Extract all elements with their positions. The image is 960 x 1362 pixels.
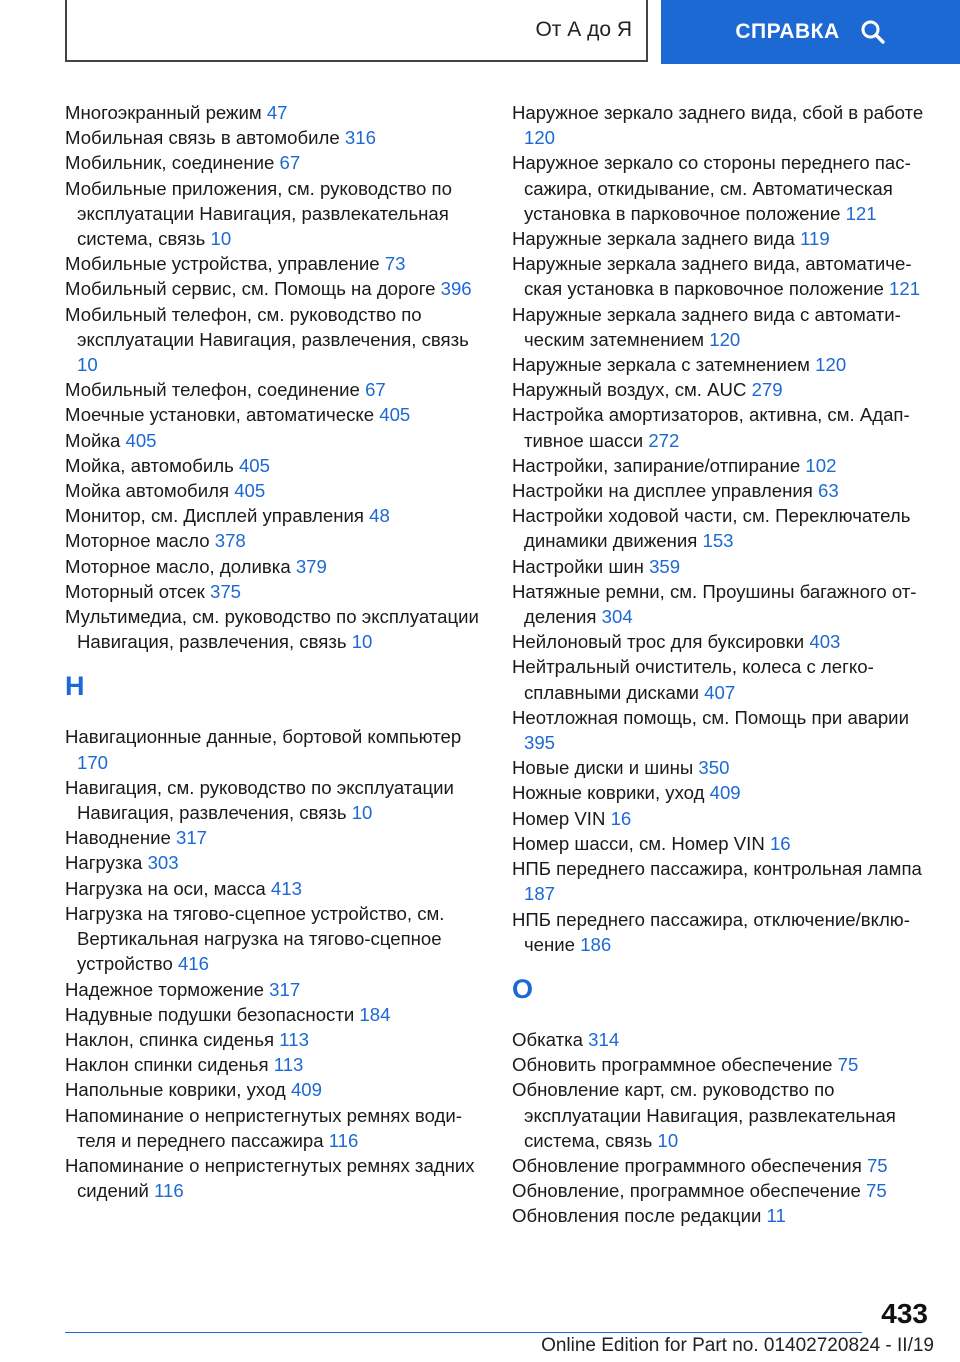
index-entry-text: Наклон, спинка сиденья (65, 1028, 275, 1050)
index-entry-text: Мойка автомобиля (65, 480, 230, 502)
index-entry-text: Обновление программного обеспечения (512, 1154, 862, 1176)
page-link[interactable]: 407 (704, 681, 736, 703)
index-entry-text: НПБ переднего пассажира, контрольная лампа (512, 858, 922, 880)
page-link[interactable]: 375 (210, 580, 242, 602)
page-link[interactable]: 10 (210, 228, 232, 250)
index-entry-text: Моечные установки, автоматическе (65, 404, 375, 426)
index-entry-text: Мобильная связь в автомобиле (65, 127, 340, 149)
index-entry (65, 150, 485, 175)
index-entry (512, 377, 932, 402)
page-link[interactable]: 120 (709, 328, 741, 350)
index-entry (512, 654, 932, 704)
index-entry (65, 176, 485, 252)
index-entry-text: Нейтральный очиститель, колеса с легкосплавными дисками (512, 656, 874, 703)
index-entry (65, 1002, 485, 1027)
index-entry-text: Напоминание о непристегнутых ремнях водителя и переднего пассажира (65, 1104, 462, 1151)
index-list-n-cont (512, 100, 932, 957)
page-link[interactable]: 48 (369, 505, 390, 527)
index-entry-text: НПБ переднего пассажира, отключение/включение (512, 908, 910, 955)
page-link[interactable]: 121 (845, 202, 877, 224)
index-entry (65, 402, 485, 427)
index-entry-text: Напольные коврики, уход (65, 1079, 286, 1101)
index-entry-text: Нагрузка на тягово-сцепное устройство, см. Вертикальная нагрузка на тягово-сцепное устройство (65, 902, 445, 975)
page-link[interactable]: 405 (379, 404, 411, 426)
index-entry (512, 226, 932, 251)
page-link[interactable]: 102 (805, 454, 837, 476)
index-entry-text: Моторное масло (65, 530, 210, 552)
index-entry (65, 901, 485, 977)
index-entry (65, 977, 485, 1002)
page-link[interactable]: 272 (648, 429, 680, 451)
index-letter-o: О (512, 973, 534, 1004)
page-link[interactable]: 187 (524, 883, 556, 905)
page-link[interactable]: 350 (698, 757, 730, 779)
page-link[interactable]: 120 (524, 127, 556, 149)
index-entry-text: Наружное зеркало заднего вида, сбой в работе (512, 102, 924, 123)
page-link[interactable]: 378 (214, 530, 246, 552)
index-entry (65, 775, 485, 825)
a-to-z-tab[interactable] (65, 0, 648, 62)
page-link[interactable]: 11 (766, 1205, 786, 1227)
page-link[interactable]: 405 (125, 429, 157, 451)
index-entry (65, 100, 485, 125)
index-entry (512, 302, 932, 352)
index-entry (512, 1052, 932, 1077)
page-link[interactable]: 317 (176, 827, 208, 849)
index-column-right (512, 100, 932, 1229)
page-link[interactable]: 47 (266, 102, 288, 123)
index-entry (65, 876, 485, 901)
index-entry-text: Нейлоновый трос для буксировки (512, 631, 805, 653)
index-entry-text: Навигационные данные, бортовой компьютер (65, 726, 462, 748)
page-link[interactable]: 10 (351, 802, 373, 824)
index-entry-text: Мойка (65, 429, 121, 451)
index-entry (512, 629, 932, 654)
index-entry (65, 579, 485, 604)
index-entry-text: Обновить программное обеспечение (512, 1054, 833, 1076)
index-entry (512, 755, 932, 780)
page-link[interactable]: 73 (384, 253, 406, 275)
page-link[interactable]: 186 (580, 933, 612, 955)
page-link[interactable]: 63 (818, 480, 839, 502)
index-entry-text: Мобильник, соединение (65, 152, 275, 174)
index-entry (512, 251, 932, 301)
page-link[interactable]: 10 (77, 354, 98, 376)
index-letter-h: Н (65, 671, 85, 702)
index-entry-text: Наружные зеркала с затемнением (512, 354, 810, 376)
index-entry (512, 100, 932, 150)
index-entry-text: Наводнение (65, 827, 171, 849)
index-entry-text: Мобильный телефон, соединение (65, 379, 360, 401)
index-entry-text: Моторное масло, доливка (65, 555, 291, 577)
index-entry (65, 554, 485, 579)
index-entry-text: Мультимедиа, см. руководство по эксплуатации Навигация, развлечения, связь (65, 606, 479, 653)
index-entry-text: Напоминание о непристегнутых ремнях задних сидений (65, 1154, 475, 1202)
index-entry-text: Обкатка (512, 1028, 583, 1050)
page-link[interactable]: 279 (751, 379, 783, 401)
page-link[interactable]: 75 (866, 1154, 888, 1176)
page-link[interactable]: 317 (269, 978, 301, 1000)
page-link[interactable]: 67 (279, 152, 301, 174)
index-list-m (65, 100, 485, 654)
page-link[interactable]: 75 (837, 1054, 859, 1076)
index-entry (512, 1203, 932, 1228)
index-entry-text: Многоэкранный режим (65, 102, 262, 123)
index-entry (65, 453, 485, 478)
index-entry (512, 831, 932, 856)
index-entry (65, 377, 485, 402)
index-entry (512, 503, 932, 553)
index-entry (512, 780, 932, 805)
index-entry (512, 705, 932, 755)
index-entry-text: Новые диски и шины (512, 757, 694, 779)
index-entry-text: Мобильные устройства, управление (65, 253, 380, 275)
index-entry-text: Настройки, запирание/отпирание (512, 454, 801, 476)
index-entry (65, 478, 485, 503)
index-entry-text: Наружные зеркала заднего вида (512, 228, 795, 250)
footer-edition: Online Edition for Part no. 01402720824 - II/19 (541, 1335, 934, 1356)
index-entry-text: Обновление карт, см. руководство по эксплуатации Навигация, развлекательная система, связь (512, 1079, 896, 1151)
page-link[interactable]: 116 (154, 1180, 184, 1202)
page-link[interactable]: 409 (709, 782, 741, 804)
page-link[interactable]: 403 (809, 631, 841, 653)
index-entry (512, 478, 932, 503)
index-entry (65, 1153, 485, 1203)
page-link[interactable]: 120 (815, 354, 847, 376)
index-entry-text: Наружный воздух, см. AUC (512, 379, 747, 401)
page-link[interactable]: 184 (359, 1003, 391, 1025)
index-entry-text: Обновления после редакции (512, 1205, 762, 1227)
index-entry (65, 850, 485, 875)
index-entry-text: Натяжные ремни, см. Проушины багажного отделения (512, 580, 917, 628)
index-entry (512, 907, 932, 957)
index-entry-text: Наружные зеркала заднего вида, автоматическая установка в парковочное положение (512, 253, 912, 300)
index-list-h (65, 724, 485, 1203)
index-entry-text: Мойка, автомобиль (65, 454, 234, 476)
help-tab[interactable] (661, 0, 960, 64)
page-link[interactable]: 304 (601, 606, 633, 628)
index-entry (512, 402, 932, 452)
page-link[interactable]: 314 (588, 1028, 620, 1050)
help-tab-label: СПРАВКА (735, 20, 840, 43)
index-entry-text: Нагрузка на оси, масса (65, 877, 266, 899)
page-link[interactable]: 416 (177, 953, 209, 975)
page-link[interactable]: 153 (702, 530, 734, 552)
page-link[interactable]: 121 (889, 278, 921, 300)
index-entry (65, 125, 485, 150)
index-entry (512, 806, 932, 831)
index-entry (65, 276, 485, 301)
page-link[interactable]: 67 (365, 379, 386, 401)
page-link[interactable]: 405 (238, 454, 270, 476)
index-entry (512, 1077, 932, 1153)
index-entry (512, 453, 932, 478)
index-entry-text: Наружные зеркала заднего вида с автоматическим затемнением (512, 303, 901, 350)
index-entry (65, 724, 485, 774)
index-entry-text: Номер VIN (512, 807, 606, 829)
index-entry-text: Обновление, программное обеспечение (512, 1180, 861, 1202)
index-entry-text: Мобильные приложения, см. руководство по эксплуатации Навигация, развлекательная система, связь (65, 177, 452, 250)
index-entry-text: Надежное торможение (65, 978, 264, 1000)
index-entry (512, 579, 932, 629)
page-link[interactable]: 16 (610, 807, 632, 829)
index-column-left (65, 100, 485, 1203)
page-link[interactable]: 10 (351, 631, 373, 653)
index-entry (65, 825, 485, 850)
index-entry (512, 1178, 932, 1203)
index-entry-text: Мобильный телефон, см. руководство по эксплуатации Навигация, развлечения, связь (65, 303, 469, 350)
index-entry-text: Настройки шин (512, 555, 644, 577)
page-number: 433 (881, 1298, 928, 1329)
page-link[interactable]: 119 (800, 228, 830, 250)
index-entry (512, 554, 932, 579)
page-link[interactable]: 170 (77, 751, 109, 773)
index-entry (512, 1027, 932, 1052)
index-entry-text: Нагрузка (65, 852, 143, 874)
a-to-z-tab-label: От А до Я (535, 18, 632, 41)
index-entry (65, 503, 485, 528)
index-entry-text: Навигация, см. руководство по эксплуатации Навигация, развлечения, связь (65, 776, 454, 824)
index-entry (512, 352, 932, 377)
index-entry-text: Настройки ходовой части, см. Переключатель динамики движения (512, 505, 911, 552)
page-link[interactable]: 379 (295, 555, 327, 577)
index-entry-text: Неотложная помощь, см. Помощь при аварии (512, 706, 909, 728)
index-entry (65, 302, 485, 378)
index-entry-text: Монитор, см. Дисплей управления (65, 505, 364, 527)
page-link[interactable]: 10 (657, 1129, 679, 1151)
index-entry-text: Моторный отсек (65, 580, 205, 602)
footer-divider (65, 1332, 862, 1333)
page-link[interactable]: 303 (147, 852, 179, 874)
index-entry (512, 150, 932, 226)
page-link[interactable]: 75 (866, 1180, 887, 1202)
index-entry-text: Наружное зеркало со стороны переднего пассажира, откидывание, см. Автоматическая установка в парковочное положение (512, 152, 911, 224)
page-link[interactable]: 116 (328, 1129, 359, 1151)
page-link[interactable]: 413 (270, 877, 302, 899)
index-entry (65, 1052, 485, 1077)
index-entry (65, 251, 485, 276)
index-list-o (512, 1027, 932, 1229)
index-entry-text: Настройки на дисплее управления (512, 480, 813, 502)
page-link[interactable]: 359 (649, 555, 681, 577)
index-entry-text: Наклон спинки сиденья (65, 1054, 269, 1076)
index-entry (65, 604, 485, 654)
index-entry-text: Настройка амортизаторов, активна, см. Адаптивное шасси (512, 404, 910, 451)
index-entry (65, 428, 485, 453)
page-link[interactable]: 396 (440, 278, 472, 300)
index-entry (65, 1027, 485, 1052)
page-link[interactable]: 395 (524, 732, 556, 754)
page-link[interactable]: 405 (234, 480, 266, 502)
page-link[interactable]: 316 (344, 127, 376, 149)
page-link[interactable]: 16 (769, 832, 791, 854)
index-entry-text: Номер шасси, см. Номер VIN (512, 832, 765, 854)
page-link[interactable]: 409 (290, 1079, 322, 1101)
index-entry-text: Мобильный сервис, см. Помощь на дороге (65, 278, 436, 300)
page-link[interactable]: 113 (273, 1054, 304, 1076)
index-entry (512, 1153, 932, 1178)
page-link[interactable]: 113 (279, 1028, 309, 1050)
index-entry (65, 1077, 485, 1102)
index-entry-text: Ножные коврики, уход (512, 782, 705, 804)
index-entry (512, 856, 932, 906)
index-entry-text: Надувные подушки безопасности (65, 1003, 355, 1025)
search-icon (860, 19, 886, 45)
index-entry (65, 528, 485, 553)
index-entry (65, 1103, 485, 1153)
